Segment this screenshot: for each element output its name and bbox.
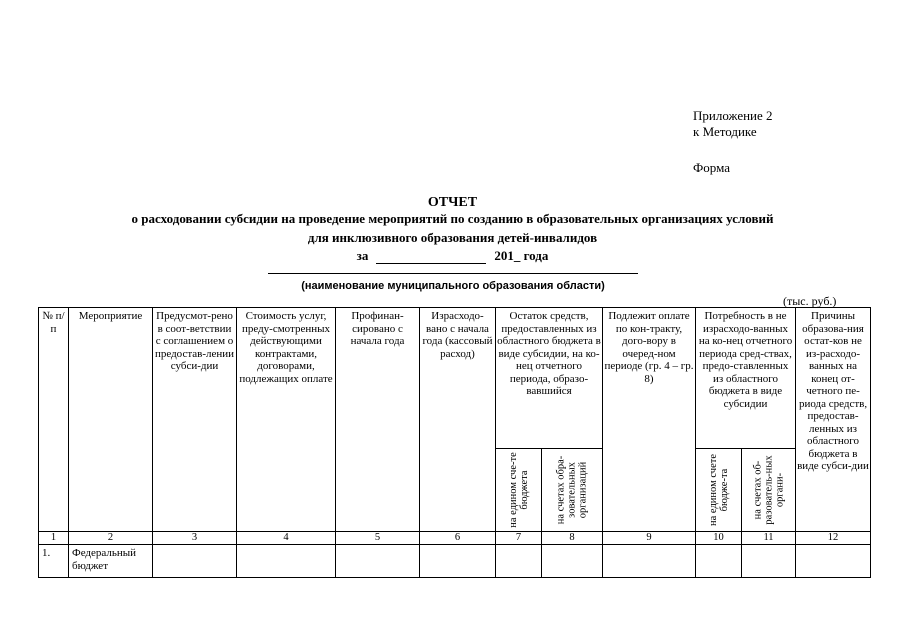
data-cell[interactable]	[496, 545, 542, 578]
data-cell[interactable]	[742, 545, 796, 578]
header-reasons: Причины образова-ния остат-ков не из-расходо-ванных на конец от-четного пе-риода средств, предостав-ленных из областного бюджета в виде субси-дии	[796, 308, 871, 532]
header-remaining-single-account	[496, 449, 542, 532]
table-row	[39, 545, 871, 578]
report-subtitle-line-1: о расходовании субсидии на проведение мероприятий по созданию в образовательных организациях условий	[131, 211, 774, 226]
header-payable-next-period: Подлежит оплате по кон-тракту, дого-вору в очеред-ном периоде (гр. 4 – гр. 8)	[603, 308, 696, 532]
data-cell[interactable]	[542, 545, 603, 578]
data-cell[interactable]	[603, 545, 696, 578]
column-number: 11	[742, 532, 796, 545]
form-label: Форма	[693, 160, 730, 175]
column-number-row	[39, 532, 871, 545]
header-need-org-accounts	[742, 449, 796, 532]
header-spent: Израсходо-вано с начала года (кассовый расход)	[420, 308, 496, 532]
rotated-label: на едином сче-те бюджета	[507, 452, 530, 528]
data-cell[interactable]	[153, 545, 237, 578]
header-need-single-account	[696, 449, 742, 532]
municipality-underline	[268, 273, 638, 274]
rotated-label: на едином счете бюдже-та	[707, 454, 730, 526]
data-cell[interactable]	[796, 545, 871, 578]
header-planned: Предусмот-рено в соот-ветствии с соглашением о предостав-лении субси-дии	[153, 308, 237, 532]
period-year: 201_ года	[494, 248, 549, 263]
header-remaining: Остаток средств, предоставленных из областного бюджета в виде субсидии, на ко-нец отчетного периода, образо-вавшийся	[496, 308, 603, 449]
rotated-label: на счетах об-разователь-ных органи-	[752, 455, 785, 525]
report-period	[0, 248, 905, 264]
period-prefix: за	[356, 248, 369, 263]
data-cell[interactable]	[336, 545, 420, 578]
column-number: 2	[69, 532, 153, 545]
column-number: 7	[496, 532, 542, 545]
report-title: ОТЧЕТ	[427, 195, 478, 210]
row-number: 1.	[39, 545, 69, 578]
appendix-line-1: Приложение 2	[693, 108, 773, 123]
column-number: 6	[420, 532, 496, 545]
report-subtitle-line-2: для инклюзивного образования детей-инвалидов	[307, 230, 598, 245]
appendix-line-2: к Методике	[693, 124, 757, 139]
report-table	[38, 307, 871, 578]
column-number: 9	[603, 532, 696, 545]
header-activity: Мероприятие	[69, 308, 153, 532]
appendix-note	[693, 108, 773, 140]
header-number: № п/п	[39, 308, 69, 532]
units-label: (тыс. руб.)	[783, 294, 837, 308]
header-remaining-org-accounts	[542, 449, 603, 532]
header-financed: Профинан-сировано с начала года	[336, 308, 420, 532]
column-number: 3	[153, 532, 237, 545]
data-cell[interactable]	[696, 545, 742, 578]
column-number: 12	[796, 532, 871, 545]
column-number: 10	[696, 532, 742, 545]
header-contract-cost: Стоимость услуг, преду-смотренных действующими контрактами, договорами, подлежащих оплате	[237, 308, 336, 532]
rotated-label: на счетах обра-зовательных организаций	[555, 455, 589, 525]
period-blank-field[interactable]	[376, 252, 486, 264]
data-cell[interactable]	[237, 545, 336, 578]
column-number: 5	[336, 532, 420, 545]
column-number: 1	[39, 532, 69, 545]
header-need: Потребность в не израсходо-ванных на ко-нец отчетного периода сред-ствах, предо-ставленных из областного бюджета в виде субсидии	[696, 308, 796, 449]
column-number: 4	[237, 532, 336, 545]
municipality-label: (наименование муниципального образования области)	[301, 280, 605, 292]
row-label: Федеральный бюджет	[69, 545, 153, 578]
column-number: 8	[542, 532, 603, 545]
data-cell[interactable]	[420, 545, 496, 578]
